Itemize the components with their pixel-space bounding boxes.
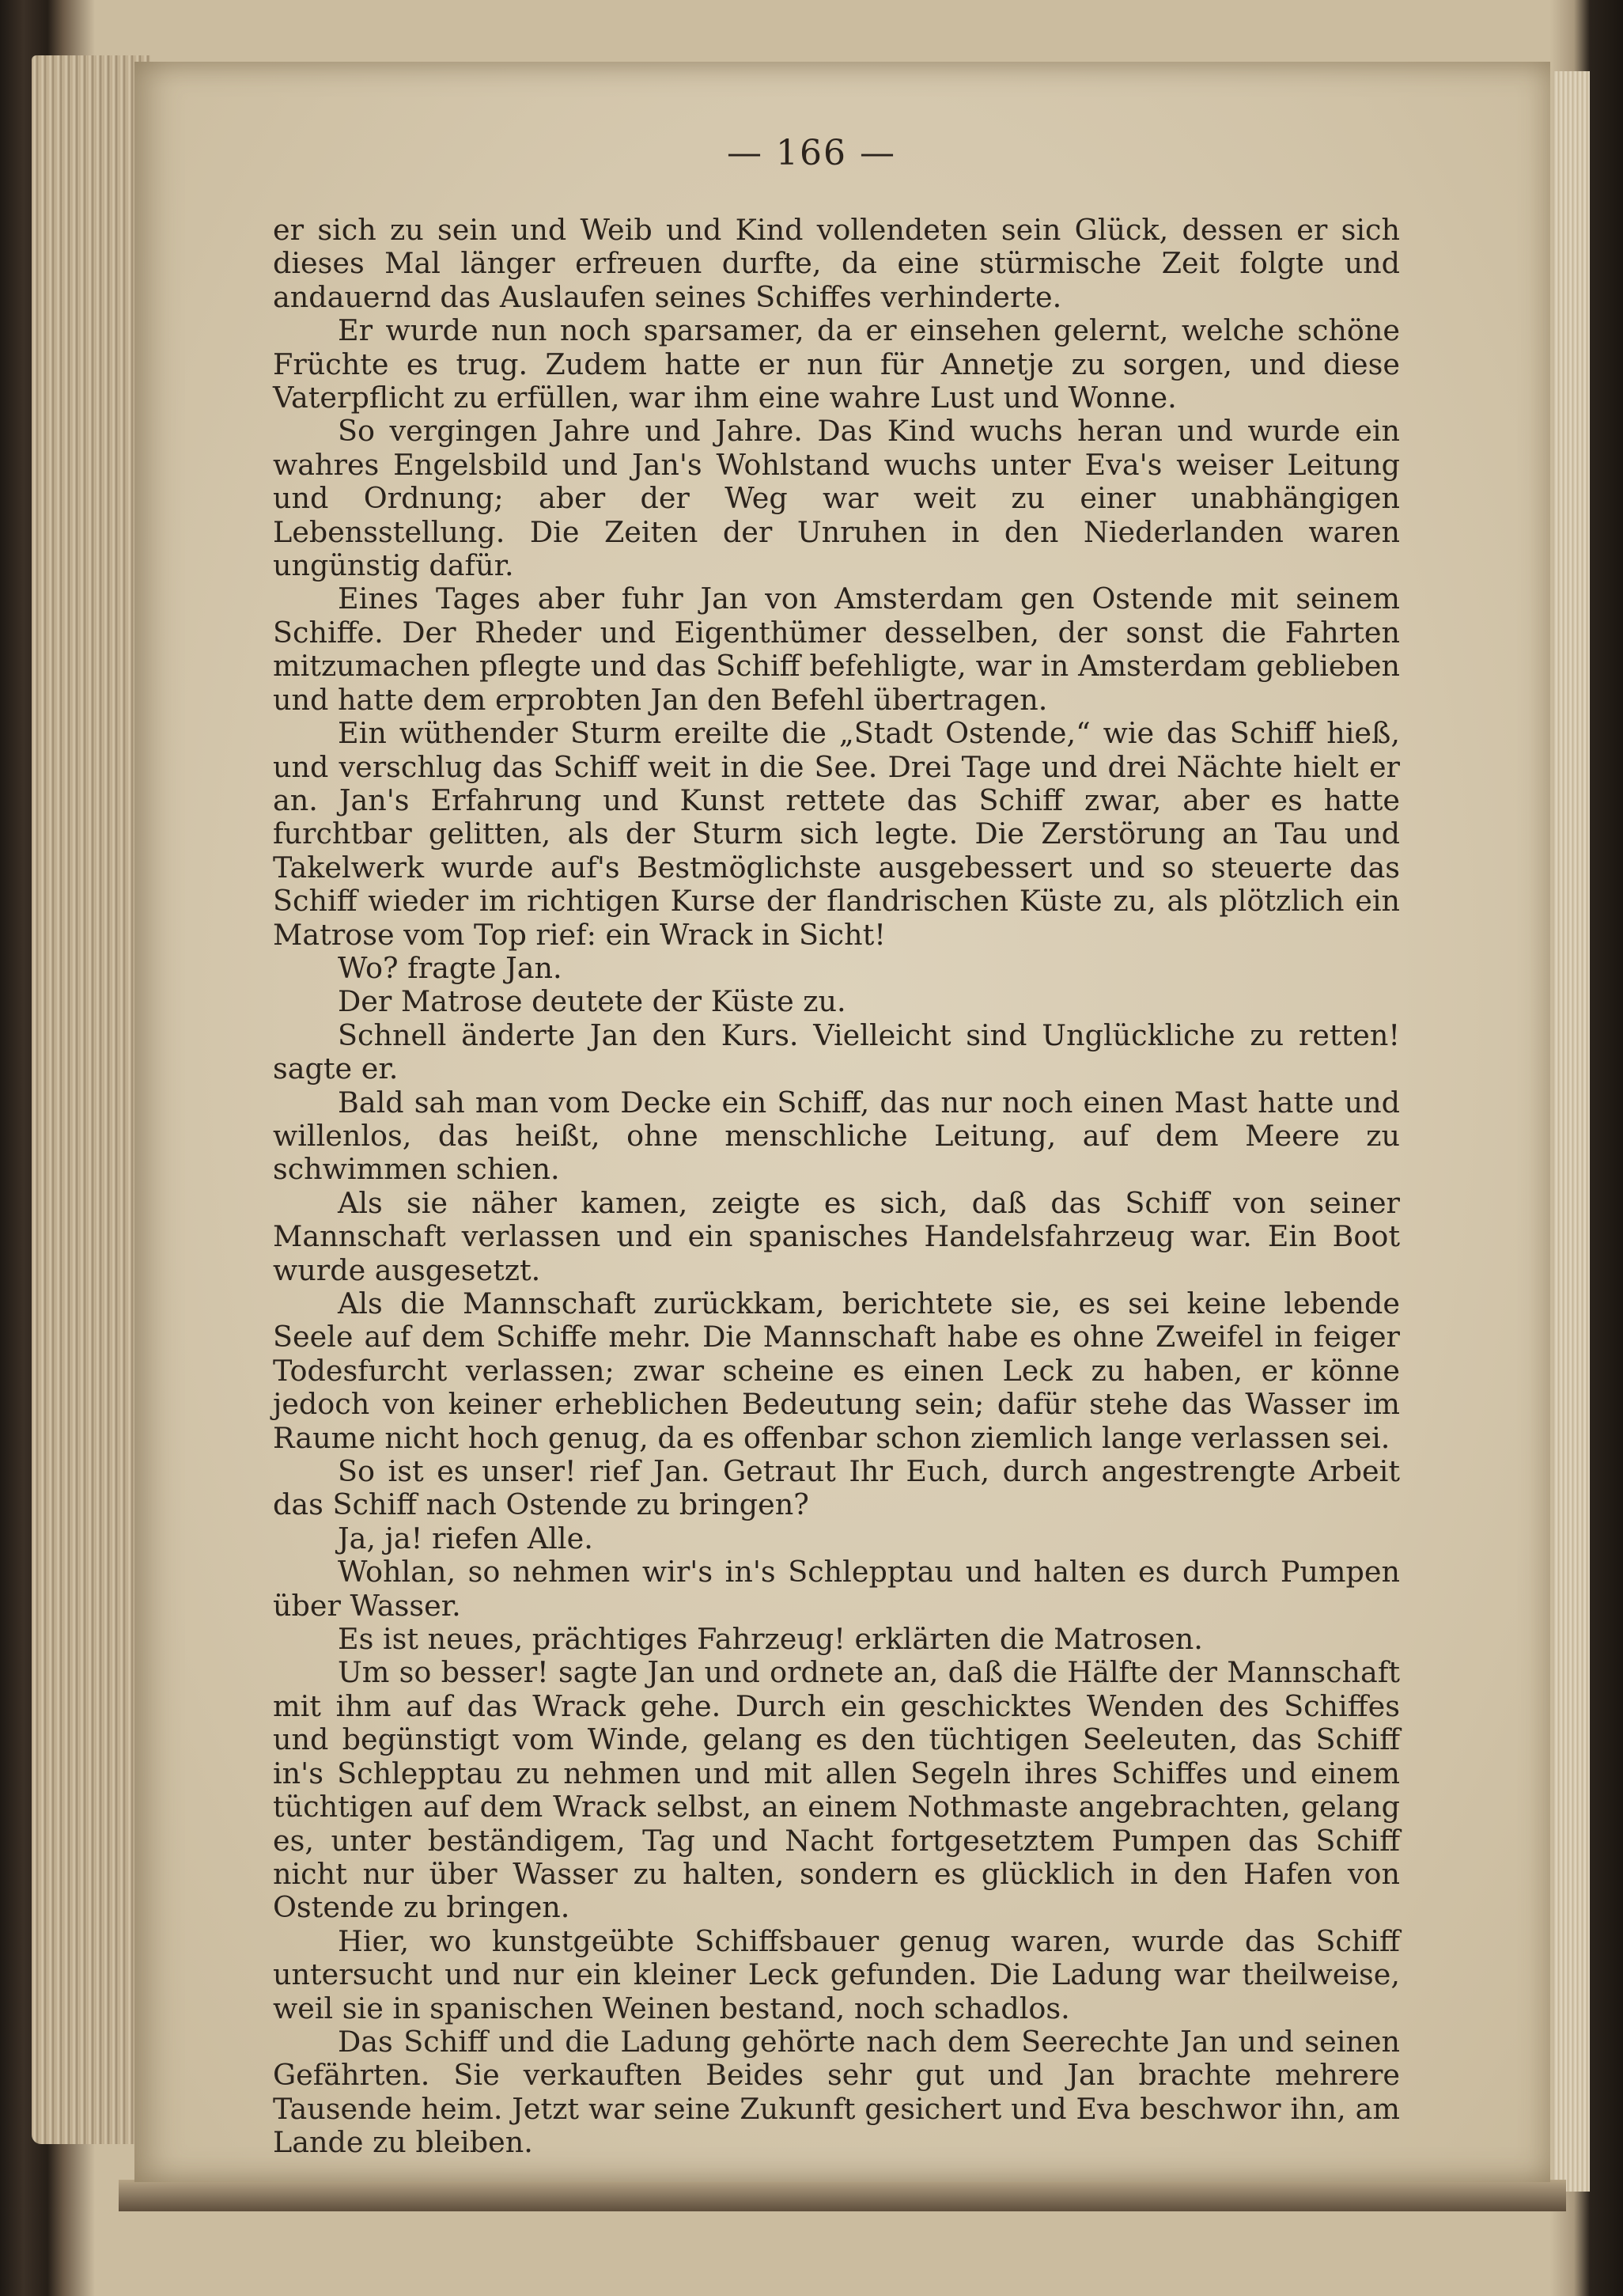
paragraph-12: So ist es unser! rief Jan. Getraut Ihr Euch, durch angestrengte Arbeit das Schiff nach Ostende zu bringen? [273,1454,1400,1522]
page-body [273,214,1400,2160]
paragraph-15: Es ist neues, prächtiges Fahrzeug! erklärten die Matrosen. [338,1622,1203,1657]
paragraph-11: Als die Mannschaft zurückkam, berichtete sie, es sei keine lebende Seele auf dem Schiffe mehr. Die Mannschaft habe es ohne Zweifel in feiger Todesfurcht verlassen; zwar scheine es einen Leck zu haben, er könne jedoch von keiner erheblichen Bedeutung sein; dafür stehe das Wasser im Raume nicht hoch genug, da es offenbar schon ziemlich lange verlassen sei. [273,1286,1400,1455]
left-page-edges [32,55,150,2144]
paragraph-3: So vergingen Jahre und Jahre. Das Kind wuchs heran und wurde ein wahres Engelsbild und Jan's Wohlstand wuchs unter Eva's weiser Leitung und Ordnung; aber der Weg war weit zu einer unabhängigen Lebensstellung. Die Zeiten der Unruhen in den Niederlanden waren ungünstig dafür. [273,414,1400,583]
paragraph-9: Bald sah man vom Decke ein Schiff, das nur noch einen Mast hatte und willenlos, das heißt, ohne menschliche Leitung, auf dem Meere zu schwimmen schien. [273,1085,1400,1187]
paragraph-6: Wo? fragte Jan. [338,950,562,985]
paragraph-14: Wohlan, so nehmen wir's in's Schlepptau und halten es durch Pumpen über Wasser. [273,1555,1400,1623]
paragraph-7: Der Matrose deutete der Küste zu. [338,984,846,1019]
page-number: — 166 — [727,133,896,173]
paragraph-1: er sich zu sein und Weib und Kind vollendeten sein Glück, dessen er sich dieses Mal länger erfreuen durfte, da eine stürmische Zeit folgte und andauernd das Auslaufen seines Schiffes verhinderte. [273,213,1400,314]
bottom-page-edge [119,2180,1566,2211]
paragraph-13: Ja, ja! riefen Alle. [338,1521,593,1555]
paragraph-17: Hier, wo kunstgeübte Schiffsbauer genug waren, wurde das Schiff untersucht und nur ein kleiner Leck gefunden. Die Ladung war theilweise, weil sie in spanischen Weinen bestand, noch schadlos. [273,1923,1400,2025]
paragraph-4: Eines Tages aber fuhr Jan von Amsterdam gen Ostende mit seinem Schiffe. Der Rheder und Eigenthümer desselben, der sonst die Fahrten mitzumachen pflegte und das Schiff befehligte, war in Amsterdam geblieben und hatte dem erprobten Jan den Befehl übertragen. [273,582,1400,717]
right-page-edges [1554,71,1590,2192]
paragraph-2: Er wurde nun noch sparsamer, da er einsehen gelernt, welche schöne Früchte es trug. Zudem hatte er nun für Annetje zu sorgen, und diese Vaterpflicht zu erfüllen, war ihm eine wahre Lust und Wonne. [273,313,1400,415]
paragraph-5: Ein wüthender Sturm ereilte die „Stadt Ostende,“ wie das Schiff hieß, und verschlug das Schiff weit in die See. Drei Tage und drei Nächte hielt er an. Jan's Erfahrung und Kunst rettete das Schiff zwar, aber es hatte furchtbar gelitten, als der Sturm sich legte. Die Zerstörung an Tau und Takelwerk wurde auf's Bestmöglichste ausgebessert und so steuerte das Schiff wieder im richtigen Kurse der flandrischen Küste zu, als plötzlich ein Matrose vom Top rief: ein Wrack in Sicht! [273,716,1400,952]
paragraph-8: Schnell änderte Jan den Kurs. Vielleicht sind Unglückliche zu retten! sagte er. [273,1017,1400,1086]
paragraph-18: Das Schiff und die Ladung gehörte nach dem Seerechte Jan und seinen Gefährten. Sie verkauften Beides sehr gut und Jan brachte mehrere Tausende heim. Jetzt war seine Zukunft gesichert und Eva beschwor ihn, am Lande zu bleiben. [273,2024,1400,2160]
paragraph-10: Als sie näher kamen, zeigte es sich, daß das Schiff von seiner Mannschaft verlassen und ein spanisches Handelsfahrzeug war. Ein Boot wurde ausgesetzt. [273,1185,1400,1287]
paragraph-16: Um so besser! sagte Jan und ordnete an, daß die Hälfte der Mannschaft mit ihm auf das Wrack gehe. Durch ein geschicktes Wenden des Schiffes und begünstigt vom Winde, gelang es den tüchtigen Seeleuten, das Schiff in's Schlepptau zu nehmen und mit allen Segeln ihres Schiffes und einem tüchtigen auf dem Wrack selbst, an einem Nothmaste angebrachten, gelang es, unter beständigem, Tag und Nacht fortgesetztem Pumpen das Schiff nicht nur über Wasser zu halten, sondern es glücklich in den Hafen von Ostende zu bringen. [273,1655,1400,1925]
